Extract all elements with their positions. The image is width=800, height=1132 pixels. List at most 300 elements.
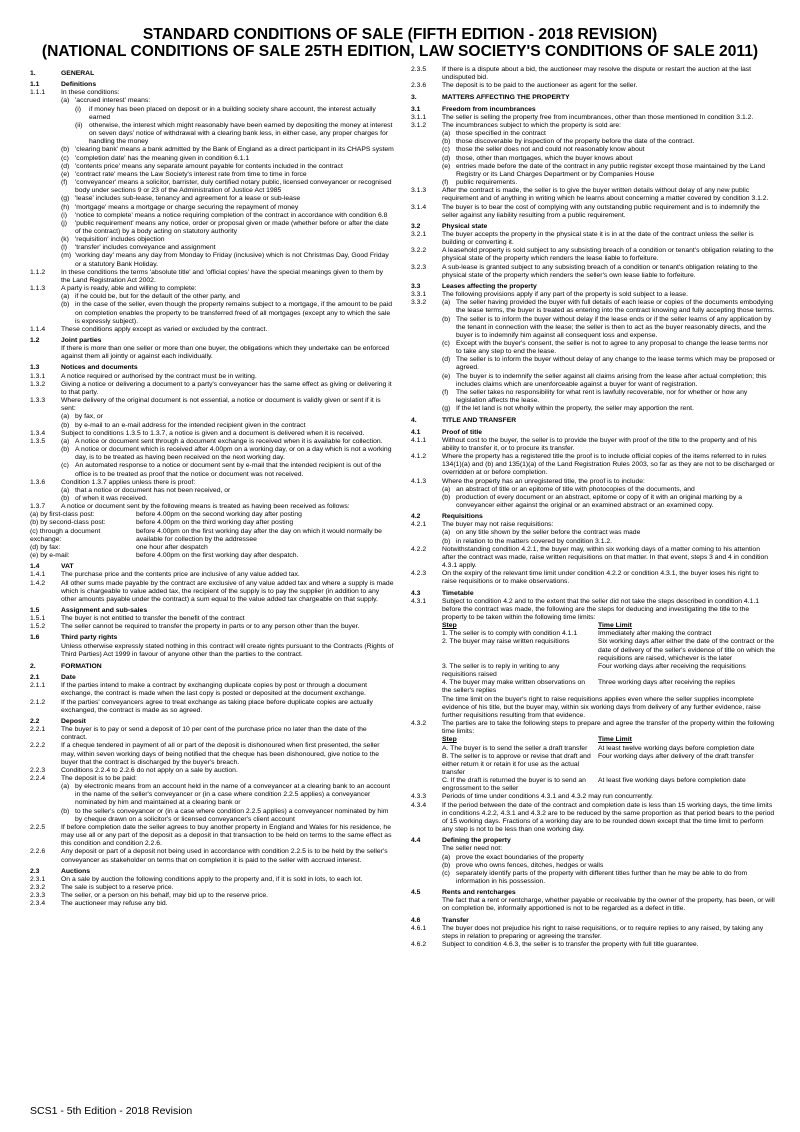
clause-item xyxy=(442,854,775,862)
clause-text: If the period between the date of the contract and completion date is less than 15 working days, the time limits in conditions 4.2.2, 4.3.1 and 4.3.2 are to be reduced by the same proportion as that period bears to the period of 15 working days. Fractions of a working day are to be rounded down except that the time limit to perform any step is not to be less than one working day. xyxy=(442,801,775,834)
clause-body xyxy=(61,269,394,285)
clause-heading xyxy=(30,364,394,372)
clause-item xyxy=(61,808,394,824)
clause-text: A sub-lease is granted subject to any subsisting breach of a condition or tenant's obligation relating to the physical state of the property which renders the seller's own lease liable to forfeiture. xyxy=(442,263,758,279)
clause-text: If before completion date the seller agrees to buy another property in England and Wales for his residence, he may use all or any part of the deposit as a deposit in that transaction to be held on terms to the same effect as this condition and condition 2.2.6. xyxy=(61,823,392,848)
clause-body xyxy=(61,487,394,503)
clause-number: 4.3.2 xyxy=(411,720,427,728)
item-marker: (c) xyxy=(442,146,450,154)
clause-body xyxy=(442,925,775,941)
clause-body xyxy=(61,682,394,698)
item-text: 'transfer' includes conveyance and assignment xyxy=(75,244,216,252)
item-marker: (b) xyxy=(442,315,451,323)
item-text: 'public requirement' means any notice, order or proposal given or made (whether before or after the date of the contract) by a body acting on statutory authority xyxy=(75,219,389,235)
clause-body xyxy=(442,82,775,90)
clause xyxy=(411,291,775,299)
clause-number: 2.3.3 xyxy=(30,892,46,900)
table-cell-time: before 4.00pm on the second working day after posting xyxy=(136,511,302,519)
item-marker: (e) xyxy=(442,372,451,380)
clause-body xyxy=(442,223,775,231)
clause-number: 1.1 xyxy=(30,81,40,89)
clause-text: Timetable xyxy=(442,589,474,597)
item-text: A notice or document which is received after 4.00pm on a working day, or on a day which is not a working day, is to be treated as having been received on the next working day. xyxy=(75,446,392,462)
timetable-step: 1. The seller is to comply with condition 4.1.1 xyxy=(442,630,578,638)
clause-body xyxy=(61,373,394,381)
item-text: otherwise, the interest which might reasonably have been earned by depositing the money at interest on seven days' notice of withdrawal with a clearing bank less, in either case, any proper charges for handling the money xyxy=(89,121,393,146)
clause-text: Proof of title xyxy=(442,428,483,436)
clause-number: 2.2.6 xyxy=(30,848,46,856)
clause xyxy=(411,897,775,913)
clause-items xyxy=(61,97,394,268)
clause-number: 3.3 xyxy=(411,282,421,290)
item-text: in the case of the seller, even though the property remains subject to a mortgage, if the amount to be paid on completion enables the property to be transferred freed of all mortgages (except any to which the sale is expressly subject). xyxy=(75,301,393,325)
left-column xyxy=(30,66,394,1110)
clause-number: 2.2.2 xyxy=(30,742,46,750)
clause-number: 1. xyxy=(30,70,36,77)
clause-number: 4.2 xyxy=(411,513,421,521)
item-text: 'requisition' includes objection xyxy=(75,236,165,244)
clause-body xyxy=(61,381,394,397)
clause-body xyxy=(61,285,394,293)
clause-text: In these conditions: xyxy=(61,89,120,97)
clause-number: 2.1 xyxy=(30,674,40,682)
clause-text: Where delivery of the original document is not essential, a notice or document is validly given or sent if it is sent: xyxy=(61,397,381,413)
clause xyxy=(30,381,394,397)
clause-number: 1.1.3 xyxy=(30,285,46,293)
clause-body xyxy=(442,264,775,280)
clause-body xyxy=(442,247,775,263)
clause-text: On a sale by auction the following conditions apply to the property and, if it is sold in lots, to each lot. xyxy=(61,875,363,883)
clause-items-row xyxy=(30,293,394,326)
clause-number: 3.2 xyxy=(411,222,421,230)
clause-body xyxy=(442,897,775,913)
clause-number: 4.2.2 xyxy=(411,545,427,553)
clause-heading xyxy=(30,674,394,682)
clause-number: 2.3.1 xyxy=(30,875,46,883)
clause-text: After the contract is made, the seller is to give the buyer written details without delay of any new public requirement and of anything in writing which he learns about concerning a matter covered by condition 3.1.2. xyxy=(442,187,769,203)
clause-text: The following provisions apply if any part of the property is sold subject to a lease. xyxy=(442,291,688,299)
clause xyxy=(30,892,394,900)
clause-text: VAT xyxy=(61,563,74,571)
clause-text: The fact that a rent or rentcharge, whether payable or receivable by the owner of the property, has been, or will on completion be, informally apportioned is not to be regarded as a defect in title. xyxy=(442,897,775,913)
item-marker: (b) xyxy=(442,138,451,146)
clause-item xyxy=(61,97,394,105)
clause-body xyxy=(442,598,775,622)
clause-body xyxy=(442,429,775,437)
table-cell-time: one hour after despatch xyxy=(136,543,208,551)
clause-body xyxy=(442,590,775,598)
clause-number: 4.3 xyxy=(411,589,421,597)
clause-item xyxy=(442,138,775,146)
clause-body xyxy=(61,563,394,571)
clause-number: 1.5.1 xyxy=(30,615,46,623)
item-marker: (a) xyxy=(442,299,451,307)
clause-items xyxy=(61,783,394,824)
clause xyxy=(411,231,775,247)
clause-items-row xyxy=(30,487,394,503)
item-marker: (a) xyxy=(61,486,70,494)
clause-text: Physical state xyxy=(442,222,488,230)
item-text: An automated response to a notice or document sent by e-mail that the intended recipient is out of the office is to be treated as proof that the notice or document was not received. xyxy=(75,462,382,478)
clause-body xyxy=(61,876,394,884)
clause-number: 1.3.1 xyxy=(30,372,46,380)
clause-item xyxy=(75,106,394,122)
clause-body xyxy=(442,417,775,425)
clause-body xyxy=(61,848,394,864)
item-text: if he could be, but for the default of the other party, and xyxy=(75,293,240,301)
item-marker: (a) xyxy=(442,853,451,861)
clause-item xyxy=(61,422,394,430)
clause-text: A party is ready, able and willing to complete: xyxy=(61,285,197,293)
clause-body xyxy=(442,283,775,291)
clause-item xyxy=(61,220,394,236)
clause-heading xyxy=(30,868,394,876)
clause xyxy=(30,580,394,604)
item-marker: (b) xyxy=(442,493,451,501)
item-marker: (e) xyxy=(442,162,451,170)
clause-item xyxy=(61,195,394,203)
clause-body xyxy=(61,97,394,268)
clause xyxy=(30,89,394,97)
clause-body xyxy=(442,299,775,413)
clause-text: The parties are to take the following steps to prepare and agree the transfer of the property within the following time limits: xyxy=(442,720,775,736)
clause-text: Unless otherwise expressly stated nothing in this contract will create rights pursuant to the Contracts (Rights of Third Parties) Act 1999 in favour of anyone other than the parties to the contract. xyxy=(61,642,394,658)
clause-item xyxy=(61,783,394,807)
clause-text: Auctions xyxy=(61,867,91,875)
clause-body xyxy=(61,397,394,413)
clause-text: If the parties intend to make a contract by exchanging duplicate copies by post or through a document exchange, the contract is made when the last copy is posted or deposited at the document exchange. xyxy=(61,682,368,698)
clause-item xyxy=(61,462,394,478)
item-marker: (a) xyxy=(442,130,451,138)
item-marker: (m) xyxy=(61,252,72,260)
clause-items xyxy=(442,130,775,187)
clause-body xyxy=(61,89,394,97)
notice-timing-table xyxy=(30,511,394,560)
timetable-step: 3. The seller is to reply in writing to any requisitions raised xyxy=(442,662,560,679)
item-marker: (k) xyxy=(61,236,69,244)
clause-item xyxy=(61,155,394,163)
clause-number: 4.1.1 xyxy=(411,436,427,444)
item-marker: (g) xyxy=(61,195,70,203)
item-text: by electronic means from an account held in the name of a conveyancer at a clearing bank to an account in the name of the seller's conveyancer or (in a case where condition 2.2.5 applies) a conveyancer nominated by him and maintained at a clearing bank or xyxy=(75,783,391,807)
timetable-limit: Three working days after receiving the replies xyxy=(598,679,736,687)
item-text: 'notice to complete' means a notice requiring completion of the contract in accordance with condition 6.8 xyxy=(75,211,388,219)
clause-number: 3.1.3 xyxy=(411,187,427,195)
item-marker: (i) xyxy=(75,105,82,113)
item-text: A notice or document sent through a document exchange is received when it is available for collection. xyxy=(75,437,383,445)
item-text: those, other than mortgages, which the buyer knows about xyxy=(456,154,633,162)
clause-body xyxy=(61,413,394,429)
timetable-header-step: Step xyxy=(442,736,457,744)
clause xyxy=(30,571,394,579)
clause-number: 1.6 xyxy=(30,634,40,642)
clause xyxy=(30,326,394,334)
clause-body xyxy=(61,293,394,326)
clause-item xyxy=(442,316,775,340)
item-marker: (d) xyxy=(442,356,451,364)
right-column xyxy=(411,66,775,1110)
clause xyxy=(411,264,775,280)
clause-body xyxy=(61,824,394,848)
clause-text: The seller is selling the property free from incumbrances, other than those mentioned In condition 3.1.2. xyxy=(442,113,754,121)
clause-heading xyxy=(30,607,394,615)
clause xyxy=(411,453,775,477)
clause-body xyxy=(442,529,775,545)
clause-body xyxy=(61,364,394,372)
clause-body xyxy=(61,674,394,682)
clause xyxy=(411,546,775,570)
item-text: by fax, or xyxy=(75,413,103,421)
clause-text: Rents and rentcharges xyxy=(442,889,516,897)
clause-item xyxy=(442,163,775,179)
clause-number: 4.4 xyxy=(411,837,421,845)
item-marker: (j) xyxy=(61,219,68,227)
clause-text: Subject to conditions 1.3.5 to 1.3.7, a notice is given and a document is delivered when it is received. xyxy=(61,429,365,437)
clause xyxy=(30,900,394,908)
item-text: The seller is to inform the buyer without delay of any change to the lease terms which may be proposed or agreed. xyxy=(456,356,775,372)
clause-body xyxy=(61,868,394,876)
clause-number: 2. xyxy=(30,662,36,670)
item-marker: (i) xyxy=(61,211,68,219)
clause-text: The buyer does not prejudice his right to raise requisitions, or to require replies to any raised, by taking any steps in relation to preparing or agreeing the transfer. xyxy=(442,924,764,940)
clause-text: The incumbrances subject to which the property is sold are: xyxy=(442,121,622,129)
item-marker: (a) xyxy=(442,485,451,493)
clause-items-row xyxy=(30,413,394,429)
clause-text: The buyer is not entitled to transfer the benefit of the contract xyxy=(61,615,245,623)
item-marker: (a) xyxy=(61,97,70,105)
clause-body xyxy=(61,571,394,579)
clause-body xyxy=(61,607,394,615)
item-marker: (h) xyxy=(61,203,70,211)
clause-item xyxy=(442,529,775,537)
item-text: The seller takes no responsibility for what rent is lawfully recoverable, nor for whether or how any legislation affects the lease. xyxy=(456,388,748,405)
timetable-limit: At least twelve working days before completion date xyxy=(598,744,755,752)
clause-number: 2.2 xyxy=(30,717,40,725)
clause-number: 1.3.5 xyxy=(30,437,46,445)
item-text: those discoverable by inspection of the property before the date of the contract. xyxy=(456,138,695,146)
clause-body xyxy=(61,634,394,642)
clause-text: Any deposit or part of a deposit not being used in accordance with condition 2.2.5 is to be held by the seller's conveyancer as stakeholder on terms that on completion it is paid to the seller with accrued interest. xyxy=(61,848,388,864)
clause-number: 2.3.6 xyxy=(411,82,427,90)
clause-text: The seller, or a person on his behalf, may bid up to the reserve price. xyxy=(61,892,269,900)
clause xyxy=(411,941,775,949)
clause-body xyxy=(61,884,394,892)
section-heading xyxy=(411,417,775,425)
item-text: 'completion date' has the meaning given in condition 6.1.1 xyxy=(75,154,250,162)
item-marker: (c) xyxy=(61,462,69,470)
clause-text: GENERAL xyxy=(61,70,95,77)
clause-body xyxy=(442,231,775,247)
clause-number: 2.1.1 xyxy=(30,682,46,690)
item-marker: (f) xyxy=(442,388,449,396)
clause-body xyxy=(61,81,394,89)
clause-text: The seller need not: xyxy=(442,845,503,853)
clause-body xyxy=(61,742,394,766)
clause-item xyxy=(61,487,394,495)
clause xyxy=(411,570,775,586)
clause-body xyxy=(442,889,775,897)
clause xyxy=(30,767,394,775)
clause-item xyxy=(442,538,775,546)
clause-number: 3.3.1 xyxy=(411,291,427,299)
clause-number: 3. xyxy=(411,94,417,102)
clause xyxy=(30,623,394,631)
clause-number: 3.2.3 xyxy=(411,263,427,271)
item-text: 'lease' includes sub-lease, tenancy and agreement for a lease or sub-lease xyxy=(75,195,301,203)
item-marker: (l) xyxy=(61,244,68,252)
clause-text: Where the property has an unregistered title, the proof is to include: xyxy=(442,477,645,485)
clause-heading xyxy=(30,718,394,726)
item-marker: (a) xyxy=(442,529,451,537)
clause-body xyxy=(442,570,775,586)
item-text: production of every document or an abstract, epitome or copy of it with an original marking by a conveyancer either against the original or an examined abstract or an examined copy. xyxy=(456,493,742,509)
clause-body xyxy=(442,114,775,122)
clause-item xyxy=(442,356,775,372)
clause-number: 1.3 xyxy=(30,364,40,372)
item-text: 'accrued interest' means: xyxy=(75,97,151,105)
clause-number: 3.1.2 xyxy=(411,121,427,129)
clause-body xyxy=(442,513,775,521)
table-cell-method: (a) by first-class post: xyxy=(30,511,95,519)
item-text: if money has been placed on deposit or in a building society share account, the interest actually earned xyxy=(89,105,376,121)
clause-number: 2.3.4 xyxy=(30,900,46,908)
timetable-step: B. The seller is to approve or revise that draft and either return it or retain it for use as the actual transfer xyxy=(442,752,591,776)
item-text: The seller is to inform the buyer without delay if the lease ends or if the seller learns of any application by the tenant in connection with the lease; the seller is then to act as the buyer reasonably directs, and the buyer is to indemnify him against all consequent loss and expense. xyxy=(456,315,772,339)
clause-item xyxy=(61,446,394,462)
clause-number: 4.2.3 xyxy=(411,570,427,578)
clause xyxy=(411,204,775,220)
clause-number: 4.6.1 xyxy=(411,924,427,932)
clause xyxy=(411,845,775,853)
clause-body xyxy=(442,720,775,736)
clause-number: 1.4.2 xyxy=(30,579,46,587)
item-text: 'mortgage' means a mortgage or charge securing the repayment of money xyxy=(75,203,299,211)
clause xyxy=(30,775,394,783)
clause-heading xyxy=(30,81,394,89)
clause-items xyxy=(442,299,775,413)
timetable-header-limit: Time Limit xyxy=(598,622,632,630)
clause-number: 4.3.1 xyxy=(411,597,427,605)
item-text: Except with the buyer's consent, the seller is not to agree to any proposal to change the lease terms nor to take any step to end the lease. xyxy=(456,340,768,356)
clause xyxy=(30,682,394,698)
timetable-limit: Four working days after delivery of the draft transfer xyxy=(598,752,754,760)
clause xyxy=(30,848,394,864)
clause-item xyxy=(442,870,775,886)
clause-text: If a cheque tendered in payment of all or part of the deposit is dishonoured when first presented, the seller may, within seven working days of being notified that the cheque has been dishonoured, give notice to the buyer that the contract is discharged by the buyer's breach. xyxy=(61,742,380,766)
clause-text: Leases affecting the property xyxy=(442,282,537,290)
clause-body xyxy=(61,892,394,900)
clause-text: The sale is subject to a reserve price. xyxy=(61,884,174,891)
table-cell-method: (b) by second-class post: xyxy=(30,519,106,527)
timetable-limit: At least five working days before completion date xyxy=(598,777,746,785)
conditions-body xyxy=(30,66,775,1110)
clause-text: The deposit is to be paid: xyxy=(61,774,137,782)
clause-text: Periods of time under conditions 4.3.1 and 4.3.2 may run concurrently. xyxy=(442,793,654,801)
clause-items-row xyxy=(411,486,775,510)
clause-body xyxy=(61,479,394,487)
item-marker: (a) xyxy=(61,437,70,445)
clause-text: MATTERS AFFECTING THE PROPERTY xyxy=(442,94,570,102)
clause-text: Joint parties xyxy=(61,337,102,344)
clause xyxy=(30,615,394,623)
clause-number: 1.5.2 xyxy=(30,623,46,631)
item-marker: (a) xyxy=(61,783,70,791)
clause-text: Definitions xyxy=(61,81,97,89)
clause-item xyxy=(442,486,775,494)
clause-item xyxy=(442,130,775,138)
document-subtitle: (NATIONAL CONDITIONS OF SALE 25TH EDITION, LAW SOCIETY'S CONDITIONS OF SALE 2011) xyxy=(41,43,759,60)
clause-item xyxy=(75,122,394,146)
clause-text: On the expiry of the relevant time limit under condition 4.2.2 or condition 4.3.1, the buyer loses his right to raise requisitions or to make observations. xyxy=(442,570,759,586)
clause-body xyxy=(61,726,394,742)
table-cell-method: (c) through a document exchange: xyxy=(30,527,101,543)
clause-body xyxy=(61,326,394,334)
item-text: those specified in the contract xyxy=(456,130,546,138)
clause-number: 4. xyxy=(411,417,417,425)
item-marker: (c) xyxy=(442,340,450,347)
clause-text: The buyer accepts the property in the physical state it is in at the date of the contract unless the seller is building or converting it. xyxy=(442,230,754,247)
clause-body xyxy=(442,696,775,720)
clause-item xyxy=(442,373,775,389)
timetable-step: 2. The buyer may raise written requisitions xyxy=(442,638,570,646)
item-marker: (b) xyxy=(442,861,451,869)
clause-items xyxy=(442,854,775,887)
clause-text: The buyer is to bear the cost of complying with any outstanding public requirement and is to indemnify the seller against any liability resulting from a public requirement. xyxy=(442,203,760,219)
clause xyxy=(411,521,775,529)
clause-text: In these conditions the terms 'absolute title' and 'official copies' have the special meanings given to them by the Land Registration Act 2002. xyxy=(61,268,384,284)
timetable-limit: Immediately after making the contract xyxy=(598,630,712,638)
item-marker: (a) xyxy=(61,413,70,421)
item-text: The buyer is to indemnify the seller against all claims arising from the lease after actual completion; this includes claims which are unenforceable against a buyer for want of registration. xyxy=(456,372,767,388)
clause-body xyxy=(442,122,775,130)
clause-text: Assignment and sub-sales xyxy=(61,607,148,614)
clause-item xyxy=(61,163,394,171)
item-text: 'contract rate' means the Law Society's interest rate from time to time in force xyxy=(75,170,307,178)
clause-text: A notice required or authorised by the contract must be in writing. xyxy=(61,372,257,380)
clause-item xyxy=(61,236,394,244)
clause-item xyxy=(61,495,394,503)
clause-text: Deposit xyxy=(61,717,86,725)
clause-number: 2.3 xyxy=(30,867,40,875)
clause-heading xyxy=(411,283,775,291)
clause-number: 4.5 xyxy=(411,889,421,897)
clause-item xyxy=(61,438,394,446)
clause-number: 4.3.4 xyxy=(411,801,427,809)
timetable-limit: Six working days after either the date of the contract or the date of delivery of the seller's evidence of title on which the requisitions are raised, whichever is the later xyxy=(598,638,775,662)
clause-heading xyxy=(30,337,394,345)
clause-number: 1.1.4 xyxy=(30,325,46,333)
clause xyxy=(411,187,775,203)
clause-text: Condition 1.3.7 applies unless there is proof: xyxy=(61,478,196,486)
item-marker: (b) xyxy=(61,301,70,309)
item-marker: (b) xyxy=(61,494,70,502)
item-marker: (d) xyxy=(442,154,451,162)
clause xyxy=(411,82,775,90)
clause xyxy=(411,720,775,736)
clause-body xyxy=(61,699,394,715)
item-text: entries made before the date of the contract in any public register except those maintained by the Land Registry or its Land Charges Department or by Companies House xyxy=(456,162,766,178)
clause xyxy=(411,66,775,82)
clause-number: 1.5 xyxy=(30,607,40,614)
clause-text: Notices and documents xyxy=(61,364,138,372)
clause-body xyxy=(442,917,775,925)
clause-number: 1.3.6 xyxy=(30,478,46,486)
item-marker: (f) xyxy=(442,179,449,187)
clause-items xyxy=(61,438,394,479)
clause-body xyxy=(61,775,394,783)
clause-body xyxy=(61,663,394,671)
clause-body xyxy=(61,623,394,631)
